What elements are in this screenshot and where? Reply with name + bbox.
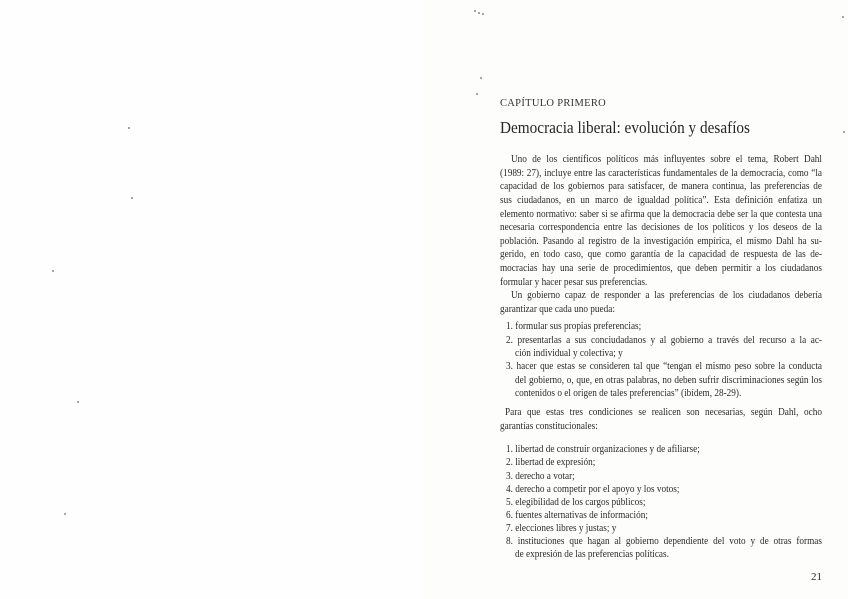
text-line xyxy=(500,194,822,208)
text-line-text: gerido, en todo caso, que como garantía de la capacidad de respuesta de las de- xyxy=(500,248,822,261)
list-item-line xyxy=(506,334,822,347)
numbered-list xyxy=(500,320,822,400)
text-line-text: Uno de los científicos políticos más influyentes sobre el tema, Robert Dahl xyxy=(511,153,822,166)
list-item-line xyxy=(515,387,822,400)
list-item-line xyxy=(506,360,822,373)
text-line-text: capacidad de los gobiernos para satisfacer, de manera continua, las preferencias de xyxy=(500,180,822,193)
list-item-line xyxy=(506,320,822,333)
scan-speck xyxy=(843,131,845,133)
text-line-text: 2. presentarlas a sus conciudadanos y al gobierno a través del recurso a la ac- xyxy=(506,333,822,346)
text-line-text: elemento normativo: saber si se afirma que la democracia debe ser la que contesta una xyxy=(500,207,822,220)
numbered-list xyxy=(500,443,822,561)
text-line-text: sus ciudadanos, en un marco de igualdad política”. Esta definición enfatiza un xyxy=(500,193,822,206)
text-line-text: Para que estas tres condiciones se realicen son necesarias, según Dahl, ocho xyxy=(505,406,822,419)
chapter-title-block xyxy=(500,118,822,138)
scan-speck xyxy=(476,93,478,95)
text-line-text: 3. derecho a votar; xyxy=(506,469,575,482)
list-item-line xyxy=(506,483,822,496)
page-number: 21 xyxy=(811,571,822,583)
list-item-line xyxy=(515,347,822,360)
chapter-label xyxy=(500,97,608,110)
text-line-text: formular y hacer pesar sus preferencias. xyxy=(500,275,648,288)
text-line-text: de expresión de las preferencias políticas. xyxy=(515,548,669,561)
text-line xyxy=(511,153,822,167)
text-line xyxy=(500,221,822,235)
scan-speck xyxy=(52,270,54,272)
text-line-text: 3. hacer que estas se consideren tal que “tengan el mismo peso sobre la conducta xyxy=(506,360,822,373)
list-item-line xyxy=(506,509,822,522)
paragraph xyxy=(500,289,822,316)
text-line-text: garantías constitucionales: xyxy=(500,419,598,432)
text-line xyxy=(500,262,822,276)
text-line-text: 4. derecho a competir por el apoyo y los votos; xyxy=(506,482,680,495)
paragraph xyxy=(500,406,822,433)
text-line-text: 6. fuentes alternativas de información; xyxy=(506,508,648,521)
text-line-text: 2. libertad de expresión; xyxy=(506,456,596,469)
text-line-text: 1. formular sus propias preferencias; xyxy=(506,320,642,333)
list-item-line xyxy=(506,456,822,469)
text-line-text: garantizar que cada uno pueda: xyxy=(500,302,615,315)
text-line-text: mocracias hay una serie de procedimientos, que deben permitir a los ciudadanos xyxy=(500,261,822,274)
text-line-text: necesaria correspondencia entre las decisiones de los políticos y los deseos de la xyxy=(500,221,822,234)
scan-speck xyxy=(480,77,482,79)
text-line-text: (1989: 27), incluye entre las características fundamentales de la democracia, como “la xyxy=(500,166,822,179)
text-line-text: contenidos o el origen de tales preferencias” (ibídem, 28-29). xyxy=(515,387,742,400)
text-line-text: Un gobierno capaz de responder a las preferencias de los ciudadanos debería xyxy=(511,289,822,302)
chapter-label-text: CAPÍTULO PRIMERO xyxy=(500,98,607,109)
list-item-line xyxy=(506,535,822,548)
scan-speck xyxy=(842,16,844,18)
scan-speck xyxy=(131,197,133,199)
paragraph xyxy=(500,153,822,289)
chapter-title xyxy=(500,118,750,138)
text-line xyxy=(500,303,822,317)
text-line xyxy=(500,420,822,434)
text-line xyxy=(500,276,822,290)
list-item-line xyxy=(506,470,822,483)
text-line xyxy=(511,289,822,303)
list-item-line xyxy=(515,374,822,387)
text-line-text: 8. instituciones que hagan al gobierno dependiente del voto y de otras formas xyxy=(506,535,822,548)
scan-speck xyxy=(77,401,79,403)
chapter-title-text: Democracia liberal: evolución y desafíos xyxy=(500,118,750,137)
text-line-text: 1. libertad de construir organizaciones y de afiliarse; xyxy=(506,443,700,456)
text-line xyxy=(505,406,822,420)
list-item-line xyxy=(506,443,822,456)
scan-speck xyxy=(482,13,484,15)
text-line-text: 7. elecciones libres y justas; y xyxy=(506,521,617,534)
scan-speck xyxy=(128,127,130,129)
chapter-heading xyxy=(500,97,822,110)
scan-speck xyxy=(478,12,480,14)
text-line xyxy=(500,248,822,262)
list-item-line xyxy=(515,548,822,561)
text-line-text: del gobierno, o, que, en otras palabras, no deben sufrir discriminaciones según los xyxy=(515,373,822,386)
scan-speck xyxy=(474,10,476,12)
list-item-line xyxy=(506,522,822,535)
text-line xyxy=(500,235,822,249)
scan-speck xyxy=(64,513,66,515)
text-line xyxy=(500,180,822,194)
text-line xyxy=(500,167,822,181)
text-line-text: 5. elegibilidad de los cargos públicos; xyxy=(506,495,646,508)
list-item-line xyxy=(506,496,822,509)
text-line xyxy=(500,208,822,222)
text-line-text: población. Pasando al registro de la investigación empírica, el mismo Dahl ha su- xyxy=(500,234,822,247)
text-line-text: ción individual y colectiva; y xyxy=(515,347,623,360)
